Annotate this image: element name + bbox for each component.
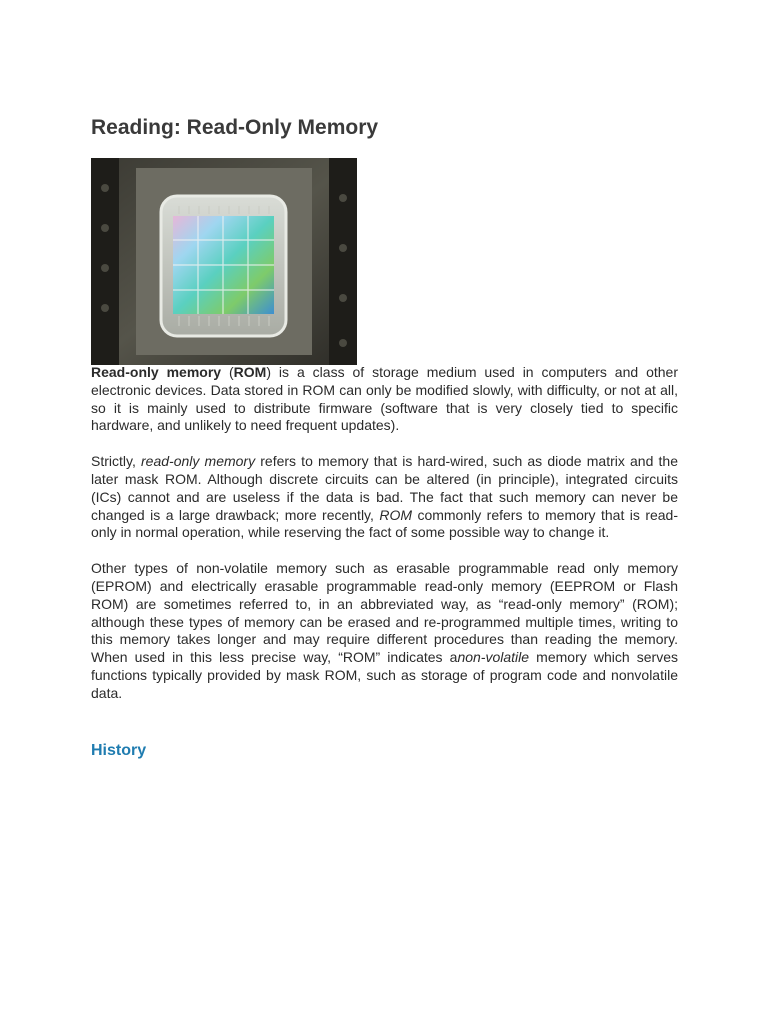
page-title: Reading: Read-Only Memory <box>91 116 379 139</box>
rom-chip-photo <box>91 158 357 365</box>
text-run: Read-only memory <box>91 364 222 380</box>
paragraph-other-types <box>91 560 678 702</box>
text-run: ROM <box>233 364 267 380</box>
section-heading-history: History <box>91 742 147 759</box>
paragraph-intro <box>91 364 678 435</box>
text-run: Other types of non-volatile memory such as erasable programmable read only memory (EPROM) and electrically erasable programmable read-only memory (EEPROM or Flash ROM) are sometimes referred to, in an abbreviated way, as “read-only memory” (ROM); although these types of memory can be erased and re-programmed multiple times, writing to this memory takes longer and may require different procedures than reading the memory. When used in this less precise way, “ROM” indicates a <box>91 560 678 666</box>
article-body <box>91 364 678 721</box>
text-run: ROM <box>379 506 413 523</box>
text-run: read-only memory <box>141 453 256 470</box>
paragraph-strict-definition <box>91 453 678 542</box>
text-run: non-volatile <box>457 649 530 666</box>
eprom-die-illustration <box>91 158 357 365</box>
text-run: commonly refers to memory that is read-only in normal operation, while reserving the fact of some possible way to change it. <box>91 506 678 541</box>
text-run: ) is a class of storage medium used in computers and other electronic devices. Data stored in ROM can only be modified slowly, with difficulty, or not at all, so it is mainly used to distribute firmware (software that is very closely tied to specific hardware, and unlikely to need frequent updates). <box>91 364 678 434</box>
text-run: memory which serves functions typically provided by mask ROM, such as storage of program code and nonvolatile data. <box>91 649 678 701</box>
text-run: Strictly, <box>91 453 142 470</box>
text-run: ( <box>221 364 234 380</box>
text-run: refers to memory that is hard-wired, such as diode matrix and the later mask ROM. Although discrete circuits can be altered (in principle), integrated circuits (ICs) cannot and are useless if the data is bad. The fact that such memory can never be changed is a large drawback; more recently, <box>91 453 678 523</box>
